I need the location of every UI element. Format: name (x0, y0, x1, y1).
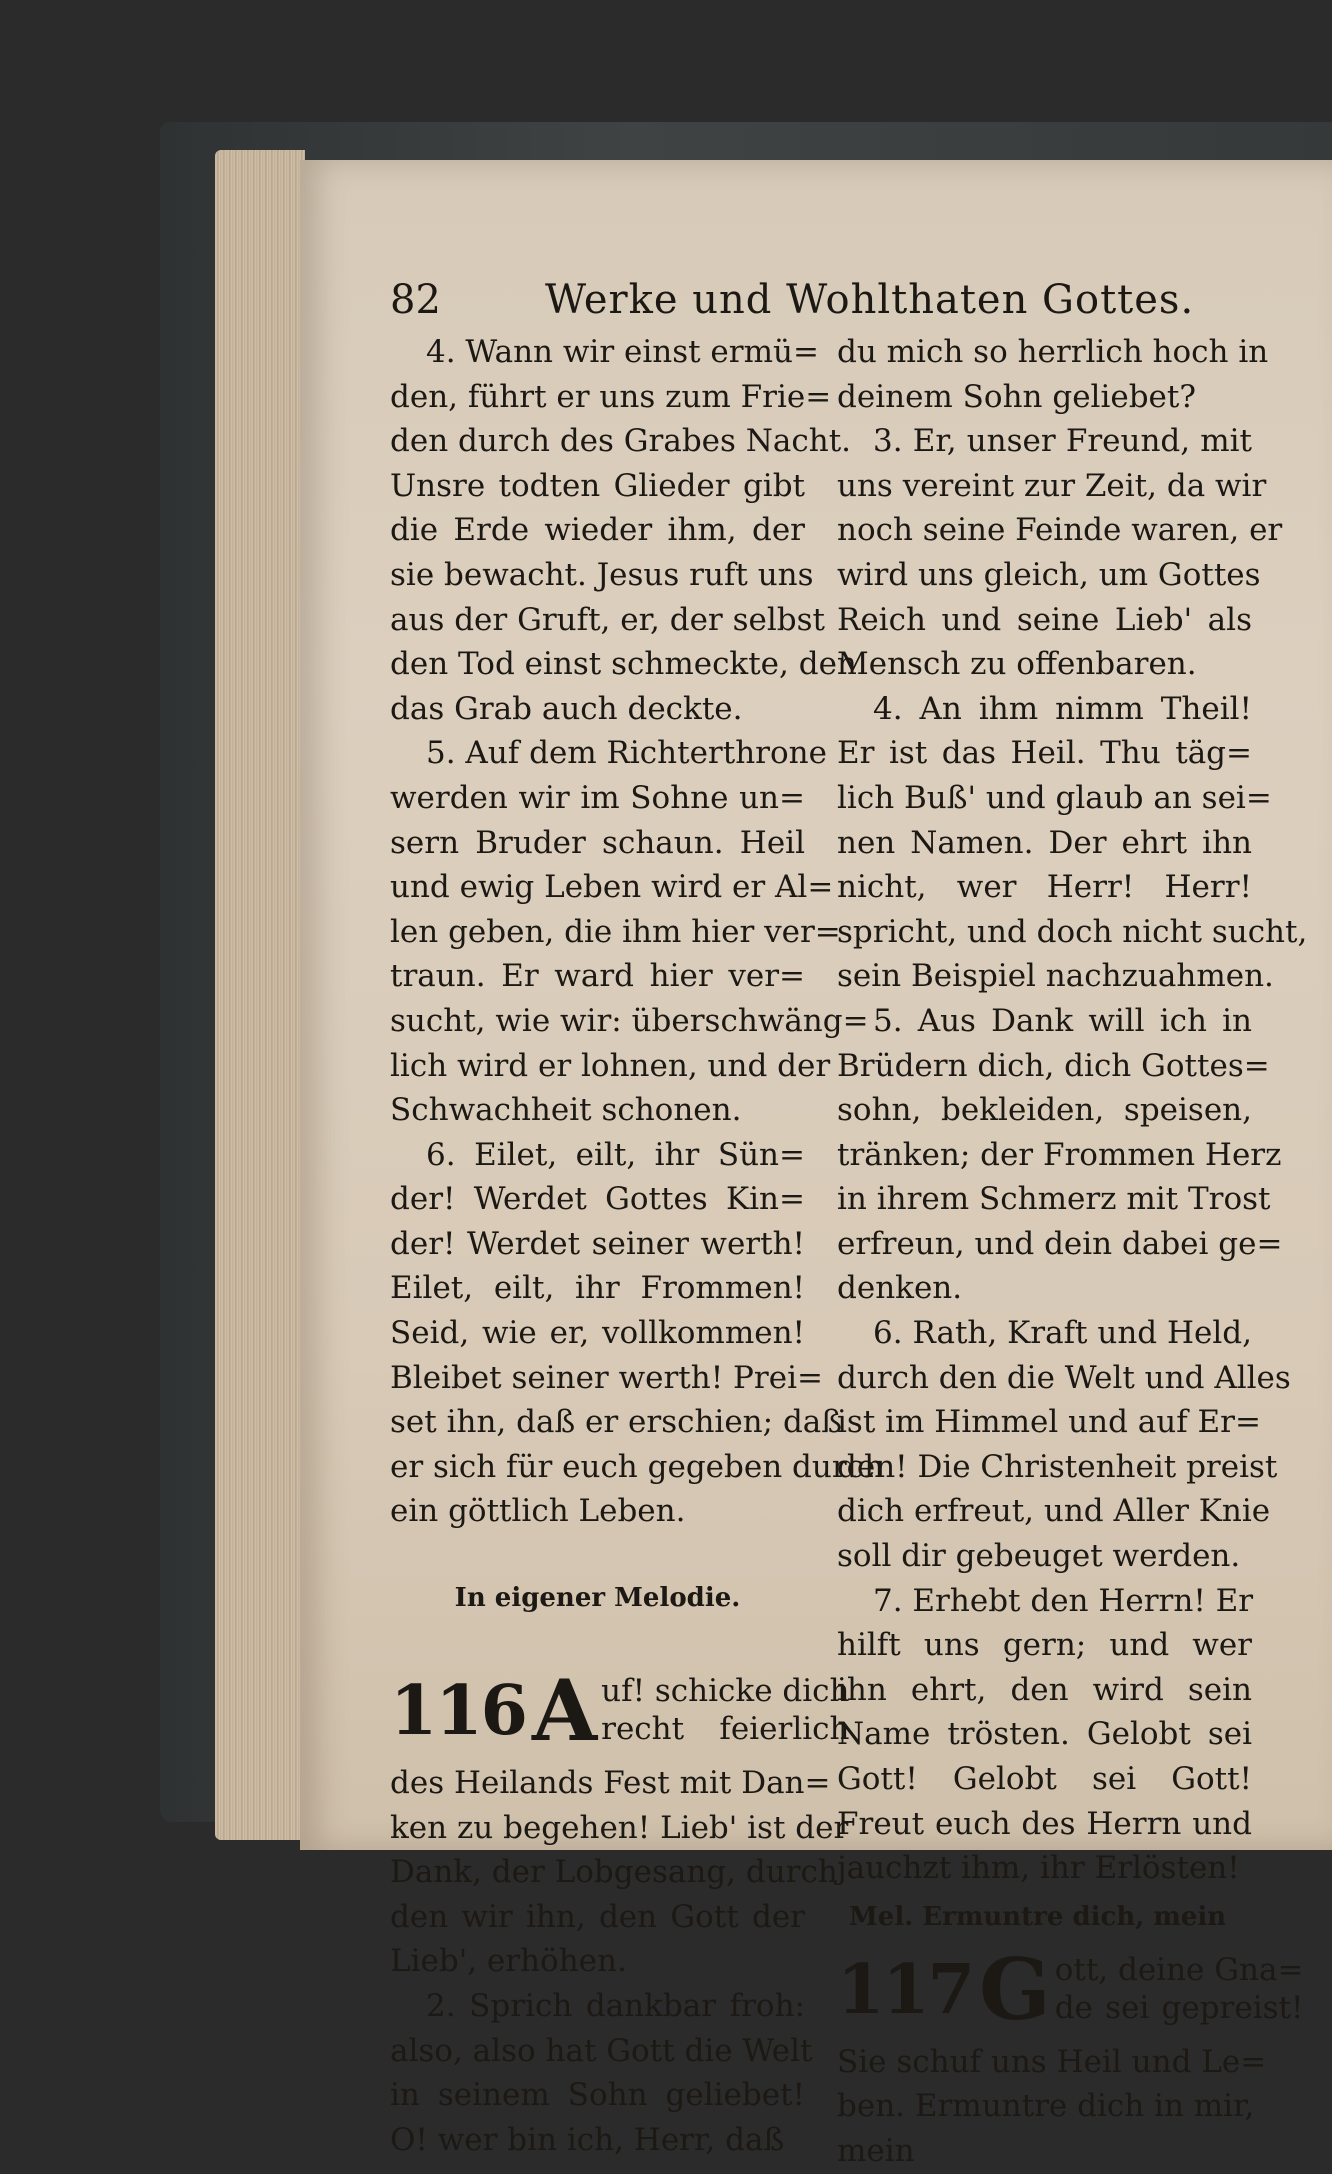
text-line: ein göttlich Leben. (390, 1493, 686, 1530)
text-line: nen Namen. Der ehrt ihn (837, 824, 1252, 861)
text-line: Er ist das Heil. Thu täg= (837, 735, 1252, 772)
text-line: deinem Sohn geliebet? (837, 378, 1196, 415)
text-line: sucht, wie wir: überschwäng= (390, 1002, 869, 1039)
text-line: Freut euch des Herrn und (837, 1805, 1252, 1842)
text-line: traun. Er ward hier ver= (390, 958, 805, 995)
text-line: sie bewacht. Jesus ruft uns (390, 556, 814, 593)
text-line: Eilet, eilt, ihr Frommen! (390, 1270, 805, 1307)
text-line: 3. Er, unser Freund, mit (873, 423, 1252, 460)
page-title: Werke und Wohlthaten Gottes. (545, 277, 1195, 323)
text-line: denken. (837, 1270, 963, 1307)
text-line: ben. Ermuntre dich in mir, (837, 2088, 1255, 2125)
hymn-number: 117 (837, 1949, 973, 2030)
text-line: ist im Himmel und auf Er= (837, 1404, 1261, 1441)
right-column (837, 330, 1308, 2174)
hymn-117-text (837, 2040, 1267, 2174)
text-line: den durch des Grabes Nacht. (390, 423, 852, 460)
text-line: mein (837, 2132, 915, 2169)
text-line: ihn ehrt, den wird sein (837, 1671, 1252, 1708)
left-verses (390, 330, 884, 1534)
drop-initial: A (531, 1661, 598, 1761)
text-line: Brüdern dich, dich Gottes= (837, 1047, 1270, 1084)
hymn-116-start (390, 1661, 850, 1761)
text-line: also, also hat Gott die Welt (390, 2032, 813, 2069)
drop-initial: G (978, 1939, 1051, 2039)
text-line: werden wir im Sohne un= (390, 779, 805, 816)
text-line: in seinem Sohn geliebet! (390, 2077, 805, 2114)
text-line: aus der Gruft, er, der selbst (390, 601, 825, 638)
melody-note-116: In eigener Melodie. (454, 1583, 741, 1614)
text-line: len geben, die ihm hier ver= (390, 913, 841, 950)
text-line: den Tod einst schmeckte, den (390, 646, 857, 683)
text-line: jauchzt ihm, ihr Erlösten! (837, 1850, 1240, 1887)
text-line: spricht, und doch nicht sucht, (837, 913, 1308, 950)
text-line: Mensch zu offenbaren. (837, 646, 1197, 683)
text-line: soll dir gebeuget werden. (837, 1538, 1241, 1575)
text-line: lich wird er lohnen, und der (390, 1047, 831, 1084)
text-line: in ihrem Schmerz mit Trost (837, 1181, 1271, 1218)
text-line: recht feierlich (601, 1711, 850, 1748)
melody-note-117: Mel. Ermuntre dich, mein (849, 1901, 1227, 1932)
text-line: Schwachheit schonen. (390, 1092, 742, 1129)
hymn-number: 116 (390, 1671, 526, 1752)
text-line: 7. Erhebt den Herrn! Er (873, 1582, 1254, 1619)
text-line: tränken; der Frommen Herz (837, 1136, 1282, 1173)
text-line: den! Die Christenheit preist (837, 1448, 1278, 1485)
hymn-first-lines (601, 1672, 849, 1748)
text-line: ott, deine Gna= (1054, 1951, 1304, 1988)
text-line: Reich und seine Lieb' als (837, 601, 1252, 638)
text-line: die Erde wieder ihm, der (390, 512, 805, 549)
text-line: und ewig Leben wird er Al= (390, 869, 834, 906)
text-line: Lieb', erhöhen. (390, 1943, 627, 1980)
text-line: Name trösten. Gelobt sei (837, 1716, 1252, 1753)
hymn-first-lines (1055, 1951, 1304, 2027)
text-line: sohn, bekleiden, speisen, (837, 1092, 1252, 1129)
running-head (390, 270, 1195, 330)
left-column (390, 330, 884, 2162)
text-line: 2. Sprich dankbar froh: (426, 1988, 805, 2024)
text-line: uf! schicke dich (601, 1673, 850, 1710)
text-line: Dank, der Lobgesang, durch (390, 1854, 838, 1891)
text-line: nicht, wer Herr! Herr! (837, 869, 1252, 906)
right-verses (837, 330, 1308, 1891)
text-line: ken zu begehen! Lieb' ist der (390, 1809, 849, 1846)
text-line: sern Bruder schaun. Heil (390, 824, 805, 861)
hymn-117-start (837, 1939, 1304, 2040)
text-line: er sich für euch gegeben durch (390, 1448, 884, 1485)
text-line: Sie schuf uns Heil und Le= (837, 2043, 1267, 2080)
text-line: 6. Eilet, eilt, ihr Sün= (426, 1136, 805, 1173)
text-line: durch den die Welt und Alles (837, 1359, 1291, 1396)
hymn-116-text (390, 1761, 849, 2162)
text-line: lich Buß' und glaub an sei= (837, 779, 1272, 816)
text-line: 5. Aus Dank will ich in (873, 1002, 1252, 1039)
text-line: uns vereint zur Zeit, da wir (837, 467, 1267, 504)
text-line: dich erfreut, und Aller Knie (837, 1493, 1271, 1530)
text-line: Seid, wie er, vollkommen! (390, 1315, 805, 1352)
text-line: der! Werdet Gottes Kin= (390, 1181, 805, 1218)
page-edges (215, 150, 305, 1840)
text-line: du mich so herrlich hoch in (837, 334, 1269, 370)
text-line: Unsre todten Glieder gibt (390, 467, 805, 504)
text-line: des Heilands Fest mit Dan= (390, 1765, 831, 1802)
text-line: das Grab auch deckte. (390, 690, 743, 727)
text-line: der! Werdet seiner werth! (390, 1225, 805, 1262)
text-line: noch seine Feinde waren, er (837, 512, 1283, 549)
text-line: sein Beispiel nachzuahmen. (837, 958, 1274, 995)
text-line: erfreun, und dein dabei ge= (837, 1225, 1283, 1262)
text-line: Gott! Gelobt sei Gott! (837, 1761, 1252, 1797)
text-line: den, führt er uns zum Frie= (390, 378, 832, 415)
text-line: 4. Wann wir einst ermü= (426, 334, 819, 370)
text-line: de sei gepreist! (1054, 1989, 1304, 2026)
text-line: den wir ihn, den Gott der (390, 1898, 805, 1935)
text-line: set ihn, daß er erschien; daß (390, 1404, 842, 1441)
page-number: 82 (390, 277, 441, 323)
text-line: Bleibet seiner werth! Prei= (390, 1359, 823, 1396)
text-line: wird uns gleich, um Gottes (837, 556, 1261, 593)
book-page (300, 160, 1332, 2169)
text-line: 6. Rath, Kraft und Held, (873, 1315, 1252, 1352)
text-line: O! wer bin ich, Herr, daß (390, 2121, 785, 2158)
text-line: 5. Auf dem Richterthrone (426, 735, 827, 772)
text-line: hilft uns gern; und wer (837, 1627, 1252, 1664)
text-line: 4. An ihm nimm Theil! (873, 690, 1252, 727)
